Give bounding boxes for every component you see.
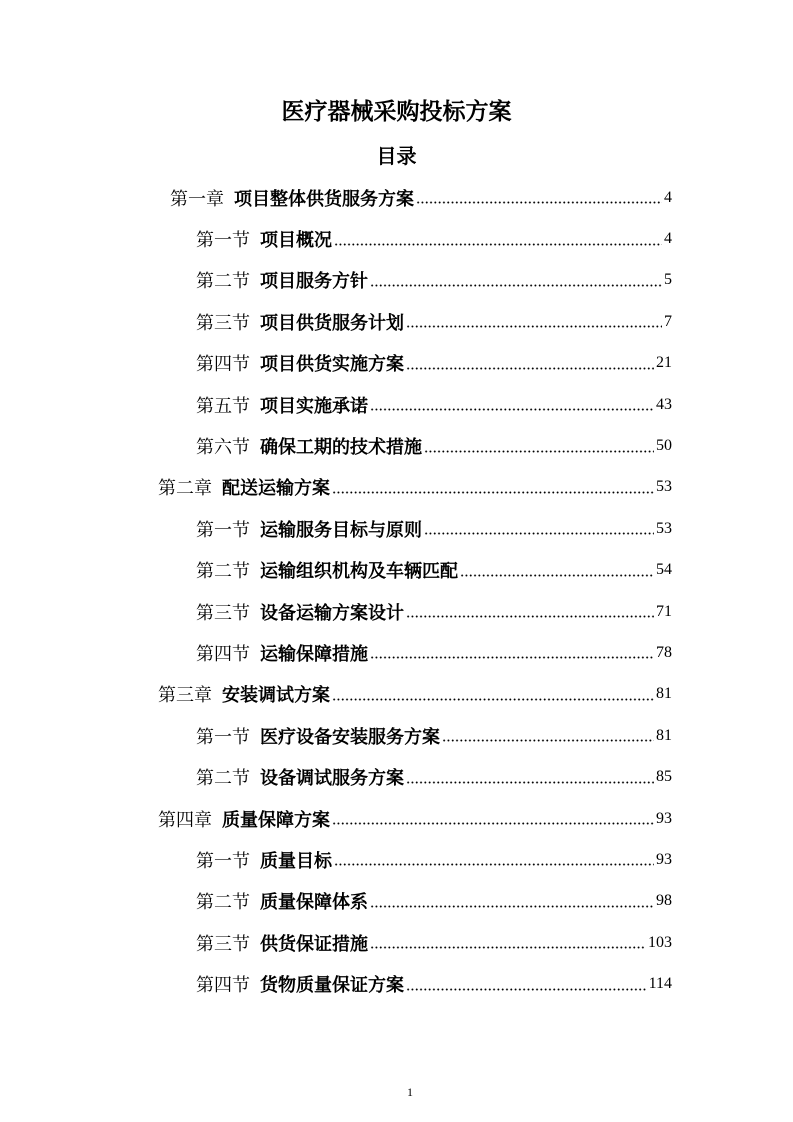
toc-dot-leader [332,481,654,494]
toc-entry-label: 第二章 [158,478,212,499]
toc-dot-leader [332,812,654,825]
page-number: 1 [407,1085,413,1099]
toc-section-3-2 [158,756,672,797]
toc-dot-leader [334,853,654,866]
toc-entry-title: 设备运输方案设计 [260,602,404,623]
toc-chapter-4 [158,798,672,839]
toc-entry-label: 第四节 [196,975,250,996]
toc-entry-title: 配送运输方案 [222,478,330,499]
toc-entry-page: 85 [656,768,672,786]
toc-section-2-2 [158,550,672,591]
toc-entry-title: 供货保证措施 [260,933,368,954]
toc-section-4-3 [158,922,672,963]
toc-entry-label: 第一节 [196,726,250,747]
toc-entry-page: 98 [656,892,672,910]
toc-entry-page: 50 [656,437,672,455]
toc-entry-label: 第四节 [196,354,250,375]
toc-entry-label: 第五节 [196,395,250,416]
toc-section-1-1 [158,218,672,259]
toc-dot-leader [370,895,654,908]
toc-entry-page: 78 [656,643,672,661]
toc-entry-title: 设备调试服务方案 [260,768,404,789]
toc-dot-leader [406,771,654,784]
toc-dot-leader [370,398,654,411]
toc-dot-leader [334,233,662,246]
toc-entry-title: 项目供货服务计划 [260,312,404,333]
toc-entry-label: 第四章 [158,809,212,830]
toc-chapter-1 [158,177,672,218]
toc-entry-page: 5 [664,271,672,289]
toc-dot-leader [406,315,662,328]
toc-entry-page: 53 [656,519,672,537]
toc-entry-label: 第二节 [196,271,250,292]
toc-entry-title: 质量目标 [260,850,332,871]
toc-dot-leader [370,936,646,949]
document-title: 医疗器械采购投标方案 [281,99,512,124]
toc-dot-leader [332,688,654,701]
toc-entry-page: 103 [648,933,672,951]
toc-entry-title: 运输服务目标与原则 [260,519,422,540]
toc-entry-page: 4 [664,230,672,248]
table-of-contents [158,177,672,1005]
toc-section-4-2 [158,881,672,922]
toc-entry-label: 第一节 [196,519,250,540]
toc-section-2-4 [158,632,672,673]
toc-entry-title: 安装调试方案 [222,685,330,706]
toc-entry-label: 第三章 [158,685,212,706]
toc-entry-title: 运输保障措施 [260,643,368,664]
toc-dot-leader [406,978,647,991]
toc-section-4-1 [158,839,672,880]
toc-section-2-1 [158,508,672,549]
toc-dot-leader [416,191,662,204]
toc-section-1-5 [158,384,672,425]
toc-entry-label: 第二节 [196,561,250,582]
toc-dot-leader [370,274,662,287]
toc-entry-title: 货物质量保证方案 [260,975,404,996]
toc-dot-leader [406,357,654,370]
toc-section-1-6 [158,425,672,466]
toc-dot-leader [460,564,654,577]
toc-entry-label: 第三节 [196,933,250,954]
toc-entry-label: 第二节 [196,892,250,913]
toc-entry-page: 93 [656,850,672,868]
toc-entry-title: 质量保障体系 [260,892,368,913]
toc-entry-title: 医疗设备安装服务方案 [260,726,440,747]
toc-entry-page: 81 [656,726,672,744]
toc-chapter-2 [158,467,672,508]
toc-entry-label: 第四节 [196,643,250,664]
toc-dot-leader [370,646,654,659]
toc-entry-page: 53 [656,478,672,496]
toc-entry-page: 4 [664,188,672,206]
toc-entry-title: 运输组织机构及车辆匹配 [260,561,458,582]
toc-entry-title: 质量保障方案 [222,809,330,830]
toc-section-1-3 [158,301,672,342]
toc-entry-title: 项目整体供货服务方案 [234,188,414,209]
toc-section-3-1 [158,715,672,756]
toc-entry-page: 71 [656,602,672,620]
toc-entry-title: 项目服务方针 [260,271,368,292]
toc-entry-title: 确保工期的技术措施 [260,437,422,458]
toc-entry-label: 第一节 [196,850,250,871]
toc-entry-label: 第一节 [196,230,250,251]
toc-dot-leader [424,522,654,535]
toc-dot-leader [424,440,654,453]
toc-section-1-2 [158,260,672,301]
toc-entry-label: 第六节 [196,437,250,458]
toc-entry-page: 54 [656,561,672,579]
toc-section-1-4 [158,343,672,384]
toc-entry-page: 43 [656,395,672,413]
toc-entry-page: 81 [656,685,672,703]
toc-entry-label: 第三节 [196,312,250,333]
toc-entry-page: 114 [648,975,672,993]
toc-section-2-3 [158,591,672,632]
toc-dot-leader [406,605,654,618]
toc-entry-page: 7 [664,312,672,330]
toc-entry-page: 93 [656,809,672,827]
toc-entry-title: 项目实施承诺 [260,395,368,416]
toc-entry-page: 21 [656,354,672,372]
toc-dot-leader [442,729,654,742]
toc-entry-title: 项目概况 [260,230,332,251]
toc-heading: 目录 [376,146,417,168]
toc-entry-label: 第三节 [196,602,250,623]
toc-entry-label: 第二节 [196,768,250,789]
toc-section-4-4 [158,963,672,1004]
toc-chapter-3 [158,674,672,715]
toc-entry-label: 第一章 [170,188,224,209]
toc-entry-title: 项目供货实施方案 [260,354,404,375]
